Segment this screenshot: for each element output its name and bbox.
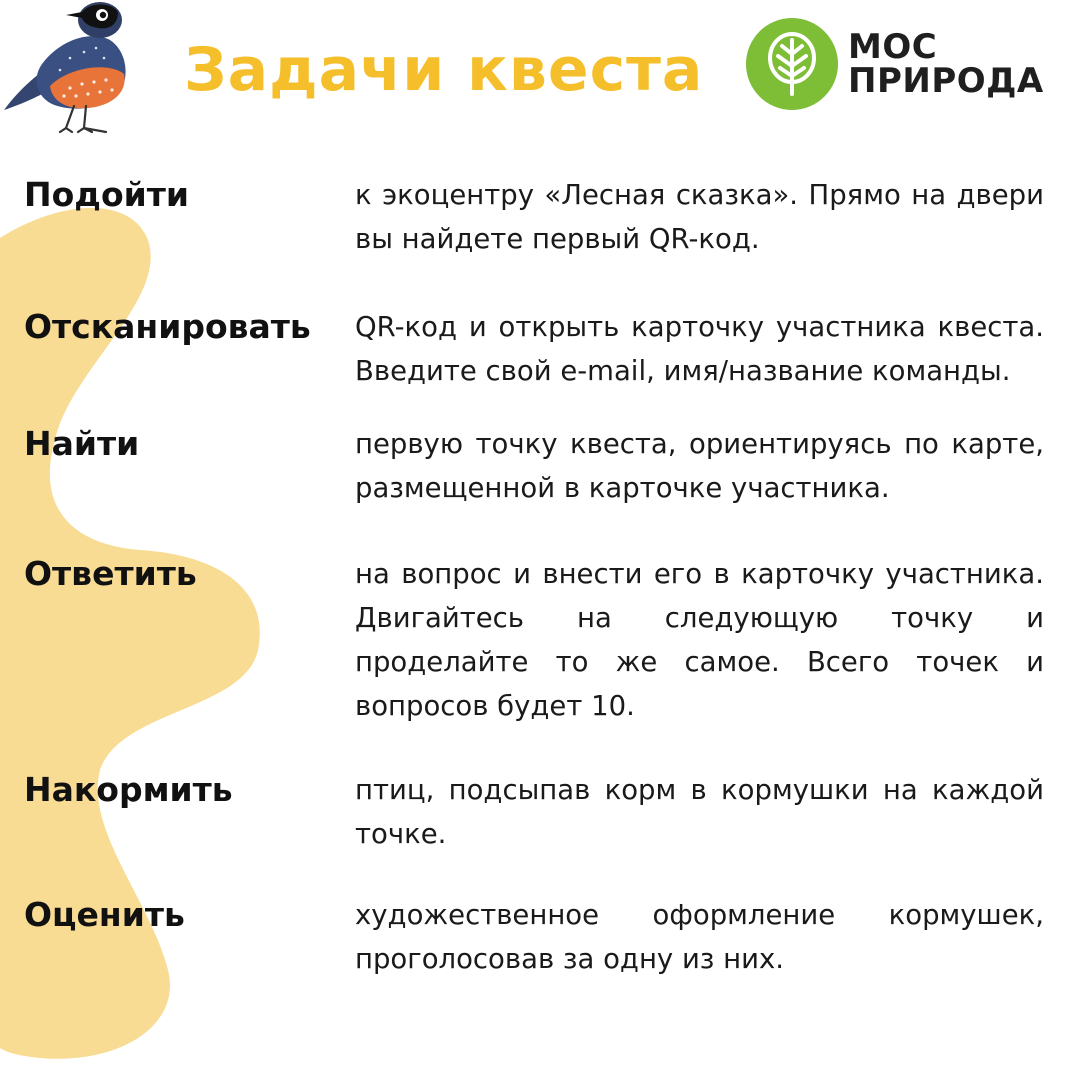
task-description: художественное оформление кормушек, проголосовав за одну из них. (355, 899, 1044, 975)
task-description: QR-код и открыть карточку участника квеста. Введите свой e-mail, имя/название команды. (355, 311, 1044, 387)
task-verb: Оценить (24, 895, 185, 934)
mospriroda-logo (746, 16, 1044, 112)
page-title: Задачи квеста (184, 35, 704, 105)
task-description: на вопрос и внести его в карточку участника. Двигайтесь на следующую точку и проделайте то же самое. Всего точек и вопросов будет 10. (355, 558, 1044, 722)
task-verb: Отсканировать (24, 307, 311, 346)
task-description: к экоцентру «Лесная сказка». Прямо на двери вы найдете первый QR-код. (355, 179, 1044, 255)
task-verb: Накормить (24, 770, 233, 809)
task-description: птиц, подсыпав корм в кормушки на каждой точке. (355, 774, 1044, 850)
task-description: первую точку квеста, ориентируясь по карте, размещенной в карточке участника. (355, 428, 1044, 504)
logo-text-line2: ПРИРОДА (848, 61, 1044, 101)
task-verb: Ответить (24, 554, 197, 593)
logo-text-line1: МОС (848, 27, 938, 67)
bird-illustration (0, 0, 140, 140)
task-verb: Найти (24, 424, 140, 463)
tree-icon (746, 18, 838, 110)
task-verb: Подойти (24, 175, 189, 214)
